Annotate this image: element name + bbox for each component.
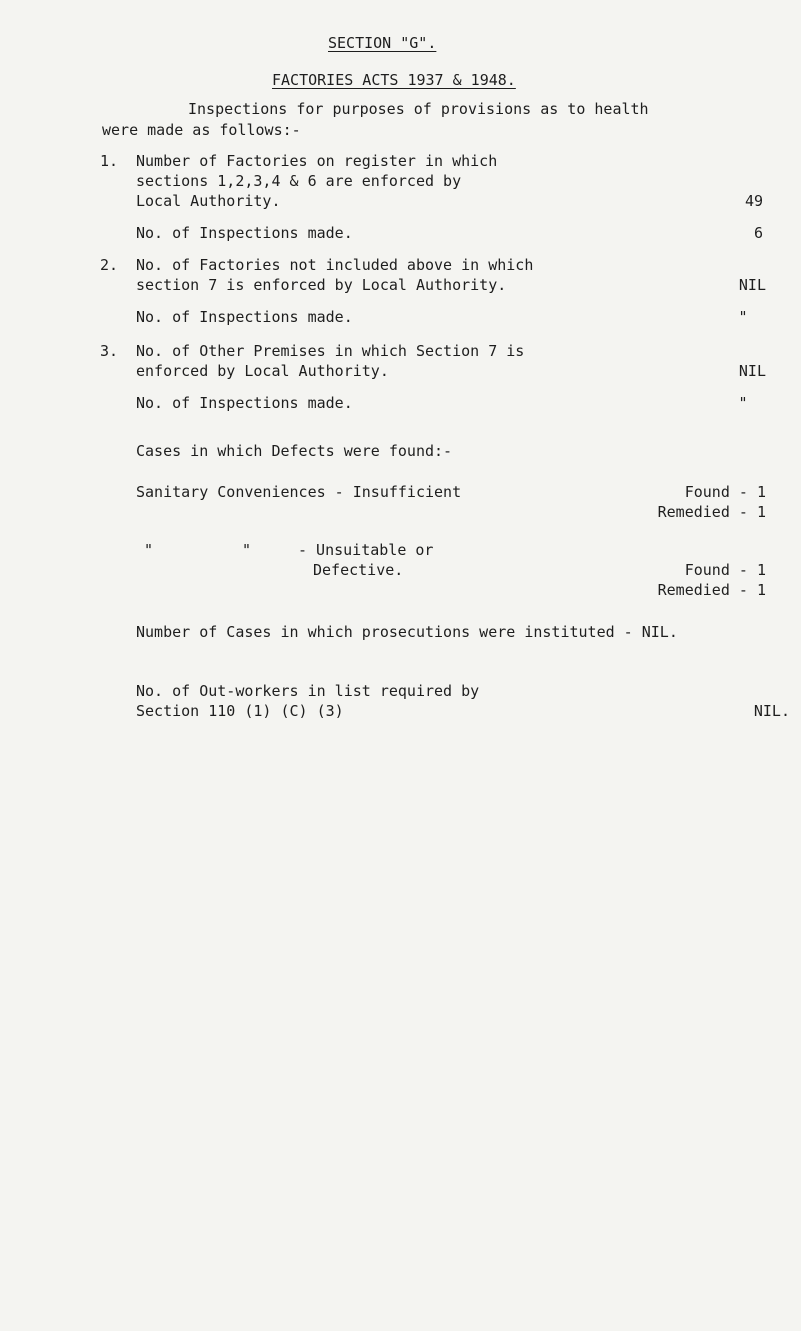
item-line: section 7 is enforced by Local Authority. — [136, 276, 507, 294]
outworkers-line-2: Section 110 (1) (C) (3) — [136, 702, 344, 720]
item-value: NIL — [738, 362, 766, 380]
intro-line-1: Inspections for purposes of provisions as to health — [188, 100, 649, 118]
defect-row-1-remedied: Remedied - 1 — [657, 503, 766, 521]
defect-row-1-label: Sanitary Conveniences - Insufficient — [136, 483, 462, 501]
outworkers-line-1: No. of Out-workers in list required by — [136, 682, 480, 700]
item-number: 2. — [100, 256, 119, 274]
item-line: sections 1,2,3,4 & 6 are enforced by — [136, 172, 462, 190]
item-line: Local Authority. — [136, 192, 281, 210]
item-value: NIL — [738, 276, 766, 294]
ditto-mark: " — [738, 394, 748, 412]
defect-row-2-label: - Unsuitable or — [298, 541, 434, 559]
ditto-mark: " — [242, 541, 252, 559]
ditto-mark: " — [144, 541, 154, 559]
item-value: 49 — [744, 192, 763, 210]
inspections-value: 6 — [753, 224, 763, 242]
defect-row-2-found: Found - 1 — [684, 561, 766, 579]
item-line: No. of Factories not included above in which — [136, 256, 534, 274]
inspections-label: No. of Inspections made. — [136, 224, 353, 242]
item-line: enforced by Local Authority. — [136, 362, 389, 380]
ditto-mark: " — [738, 308, 748, 326]
inspections-label: No. of Inspections made. — [136, 394, 353, 412]
defect-row-2-label-cont: Defective. — [313, 561, 404, 579]
item-line: No. of Other Premises in which Section 7 is — [136, 342, 525, 360]
prosecutions-line: Number of Cases in which prosecutions were instituted - NIL. — [136, 623, 678, 641]
item-line: Number of Factories on register in which — [136, 152, 498, 170]
section-heading: SECTION "G". — [328, 34, 437, 52]
item-number: 1. — [100, 152, 119, 170]
outworkers-value: NIL. — [753, 702, 790, 720]
item-number: 3. — [100, 342, 119, 360]
inspections-label: No. of Inspections made. — [136, 308, 353, 326]
defect-row-2-remedied: Remedied - 1 — [657, 581, 766, 599]
defect-row-1-found: Found - 1 — [684, 483, 766, 501]
defects-heading: Cases in which Defects were found:- — [136, 442, 453, 460]
intro-line-2: were made as follows:- — [102, 121, 301, 139]
acts-heading: FACTORIES ACTS 1937 & 1948. — [272, 71, 516, 89]
